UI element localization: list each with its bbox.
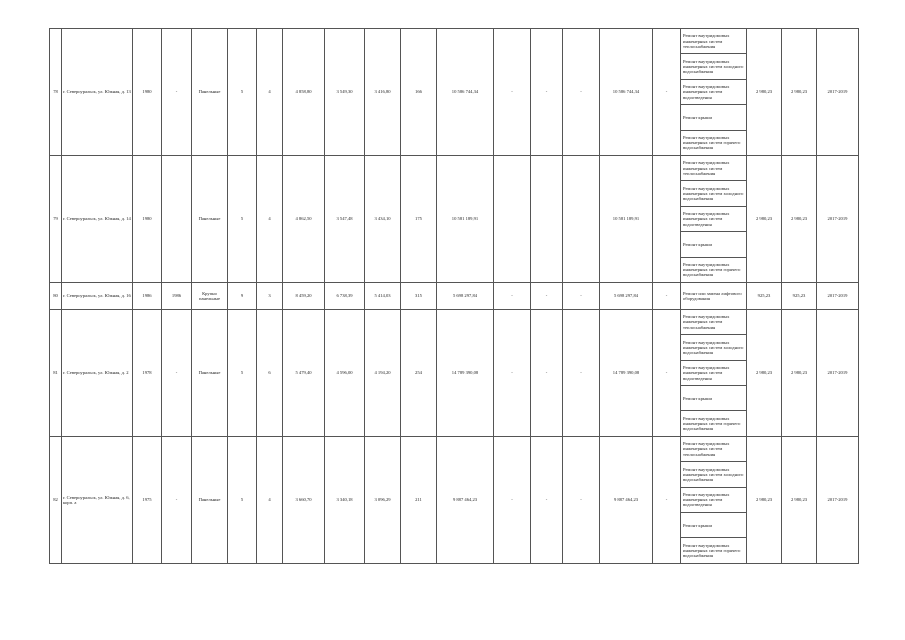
area-b-cell: 3 434,10 xyxy=(365,155,401,282)
period-cell: 2017-2019 xyxy=(817,282,859,309)
floors-cell: 5 xyxy=(228,309,257,436)
period-cell: 2017-2019 xyxy=(817,29,859,156)
fund-2-cell: - xyxy=(531,436,563,563)
fund-1-cell: - xyxy=(494,282,531,309)
limit-cost-cell: 2 980,23 xyxy=(782,29,817,156)
total-area-cell: 3 660,70 xyxy=(283,436,325,563)
other-funds-cell xyxy=(653,155,681,282)
other-funds-cell: - xyxy=(653,436,681,563)
residents-cell: 211 xyxy=(401,436,437,563)
year-overhaul-cell: 1986 xyxy=(162,282,192,309)
work-type-cell: Ремонт внутридомовых инженерных систем холодного водоснабжения xyxy=(681,462,747,487)
row-number: 82 xyxy=(50,436,62,563)
work-type-cell: Ремонт внутридомовых инженерных систем теплоснабжения xyxy=(681,155,747,180)
area-a-cell: 6 738,39 xyxy=(325,282,365,309)
area-a-cell: 3 547,48 xyxy=(325,155,365,282)
limit-cost-cell: 925,23 xyxy=(782,282,817,309)
entrances-cell: 4 xyxy=(257,436,283,563)
wall-material-cell: Панельные xyxy=(192,29,228,156)
fund-3-cell xyxy=(563,155,600,282)
total-cost-cell: 9 887 464,23 xyxy=(437,436,494,563)
residents-cell: 175 xyxy=(401,155,437,282)
row-number: 79 xyxy=(50,155,62,282)
area-a-cell: 3 340,18 xyxy=(325,436,365,563)
fund-1-cell: - xyxy=(494,29,531,156)
total-cost-cell: 10 586 744,34 xyxy=(437,29,494,156)
table-body xyxy=(50,29,859,564)
year-overhaul-cell xyxy=(162,155,192,282)
fund-1-cell: - xyxy=(494,309,531,436)
other-funds-cell: - xyxy=(653,29,681,156)
unit-cost-cell: 925,23 xyxy=(747,282,782,309)
work-type-cell: Ремонт внутридомовых инженерных систем водоотведения xyxy=(681,79,747,104)
residents-cell: 315 xyxy=(401,282,437,309)
address-cell: г. Североуральск, ул. Южная, д. 16 xyxy=(62,282,133,309)
work-type-cell: Ремонт крыши xyxy=(681,105,747,130)
fund-2-cell xyxy=(531,155,563,282)
work-type-cell: Ремонт внутридомовых инженерных систем водоотведения xyxy=(681,206,747,231)
floors-cell: 9 xyxy=(228,282,257,309)
work-type-cell: Ремонт внутридомовых инженерных систем горячего водоснабжения xyxy=(681,538,747,563)
floors-cell: 5 xyxy=(228,29,257,156)
owner-funds-cell: 10 581 189,91 xyxy=(600,155,653,282)
work-type-cell: Ремонт крыши xyxy=(681,386,747,411)
period-cell: 2017-2019 xyxy=(817,155,859,282)
owner-funds-cell: 5 698 297,84 xyxy=(600,282,653,309)
work-type-cell: Ремонт крыши xyxy=(681,513,747,538)
table-row xyxy=(50,282,859,309)
area-b-cell: 3 416,80 xyxy=(365,29,401,156)
total-area-cell: 5 479,40 xyxy=(283,309,325,436)
owner-funds-cell: 9 887 464,23 xyxy=(600,436,653,563)
work-type-cell: Ремонт внутридомовых инженерных систем теплоснабжения xyxy=(681,309,747,334)
table-row xyxy=(50,155,859,180)
unit-cost-cell: 2 980,23 xyxy=(747,309,782,436)
total-cost-cell: 10 581 189,91 xyxy=(437,155,494,282)
fund-3-cell: - xyxy=(563,309,600,436)
overhaul-program-table xyxy=(49,28,859,564)
address-cell: г. Североуральск, ул. Южная, д. 6, корп. а xyxy=(62,436,133,563)
owner-funds-cell: 10 586 744,34 xyxy=(600,29,653,156)
area-a-cell: 3 549,30 xyxy=(325,29,365,156)
work-type-cell: Ремонт внутридомовых инженерных систем холодного водоснабжения xyxy=(681,181,747,206)
total-area-cell: 8 459,20 xyxy=(283,282,325,309)
area-b-cell: 3 096,29 xyxy=(365,436,401,563)
table-row xyxy=(50,29,859,54)
work-type-cell: Ремонт внутридомовых инженерных систем холодного водоснабжения xyxy=(681,54,747,79)
residents-cell: 254 xyxy=(401,309,437,436)
other-funds-cell: - xyxy=(653,282,681,309)
year-overhaul-cell: - xyxy=(162,436,192,563)
year-built-cell: 1978 xyxy=(133,309,162,436)
work-type-cell: Ремонт внутридомовых инженерных систем горячего водоснабжения xyxy=(681,411,747,436)
total-cost-cell: 5 698 297,84 xyxy=(437,282,494,309)
residents-cell: 166 xyxy=(401,29,437,156)
address-cell: г. Североуральск, ул. Южная, д. 2 xyxy=(62,309,133,436)
row-number: 80 xyxy=(50,282,62,309)
entrances-cell: 4 xyxy=(257,155,283,282)
fund-2-cell: - xyxy=(531,309,563,436)
wall-material-cell: Панельные xyxy=(192,436,228,563)
fund-1-cell xyxy=(494,155,531,282)
entrances-cell: 4 xyxy=(257,29,283,156)
work-type-cell: Ремонт внутридомовых инженерных систем теплоснабжения xyxy=(681,29,747,54)
total-area-cell: 4 862,50 xyxy=(283,155,325,282)
owner-funds-cell: 14 789 390,08 xyxy=(600,309,653,436)
fund-2-cell: - xyxy=(531,282,563,309)
table-row xyxy=(50,436,859,461)
floors-cell: 5 xyxy=(228,155,257,282)
entrances-cell: 6 xyxy=(257,309,283,436)
period-cell: 2017-2019 xyxy=(817,436,859,563)
wall-material-cell: Крупно панельные xyxy=(192,282,228,309)
fund-2-cell: - xyxy=(531,29,563,156)
fund-3-cell: - xyxy=(563,282,600,309)
limit-cost-cell: 2 980,23 xyxy=(782,309,817,436)
year-overhaul-cell: - xyxy=(162,29,192,156)
work-type-cell: Ремонт или замена лифтового оборудования xyxy=(681,282,747,309)
limit-cost-cell: 2 980,23 xyxy=(782,436,817,563)
work-type-cell: Ремонт крыши xyxy=(681,232,747,257)
total-area-cell: 4 858,80 xyxy=(283,29,325,156)
wall-material-cell: Панельные xyxy=(192,155,228,282)
work-type-cell: Ремонт внутридомовых инженерных систем водоотведения xyxy=(681,360,747,385)
fund-3-cell: - xyxy=(563,436,600,563)
work-type-cell: Ремонт внутридомовых инженерных систем горячего водоснабжения xyxy=(681,257,747,282)
table-row xyxy=(50,309,859,334)
wall-material-cell: Панельные xyxy=(192,309,228,436)
work-type-cell: Ремонт внутридомовых инженерных систем горячего водоснабжения xyxy=(681,130,747,155)
floors-cell: 5 xyxy=(228,436,257,563)
year-overhaul-cell: - xyxy=(162,309,192,436)
year-built-cell: 1980 xyxy=(133,29,162,156)
row-number: 81 xyxy=(50,309,62,436)
work-type-cell: Ремонт внутридомовых инженерных систем теплоснабжения xyxy=(681,436,747,461)
year-built-cell: 1980 xyxy=(133,155,162,282)
period-cell: 2017-2019 xyxy=(817,309,859,436)
year-built-cell: 1975 xyxy=(133,436,162,563)
work-type-cell: Ремонт внутридомовых инженерных систем водоотведения xyxy=(681,487,747,512)
area-a-cell: 4 596,00 xyxy=(325,309,365,436)
fund-1-cell: - xyxy=(494,436,531,563)
work-type-cell: Ремонт внутридомовых инженерных систем холодного водоснабжения xyxy=(681,335,747,360)
total-cost-cell: 14 789 390,08 xyxy=(437,309,494,436)
year-built-cell: 1986 xyxy=(133,282,162,309)
address-cell: г. Североуральск, ул. Южная, д. 13 xyxy=(62,29,133,156)
area-b-cell: 5 414,03 xyxy=(365,282,401,309)
entrances-cell: 3 xyxy=(257,282,283,309)
fund-3-cell: - xyxy=(563,29,600,156)
unit-cost-cell: 2 980,23 xyxy=(747,155,782,282)
unit-cost-cell: 2 980,23 xyxy=(747,29,782,156)
unit-cost-cell: 2 980,23 xyxy=(747,436,782,563)
other-funds-cell: - xyxy=(653,309,681,436)
area-b-cell: 4 194,20 xyxy=(365,309,401,436)
row-number: 78 xyxy=(50,29,62,156)
limit-cost-cell: 2 980,23 xyxy=(782,155,817,282)
address-cell: г. Североуральск, ул. Южная, д. 14 xyxy=(62,155,133,282)
